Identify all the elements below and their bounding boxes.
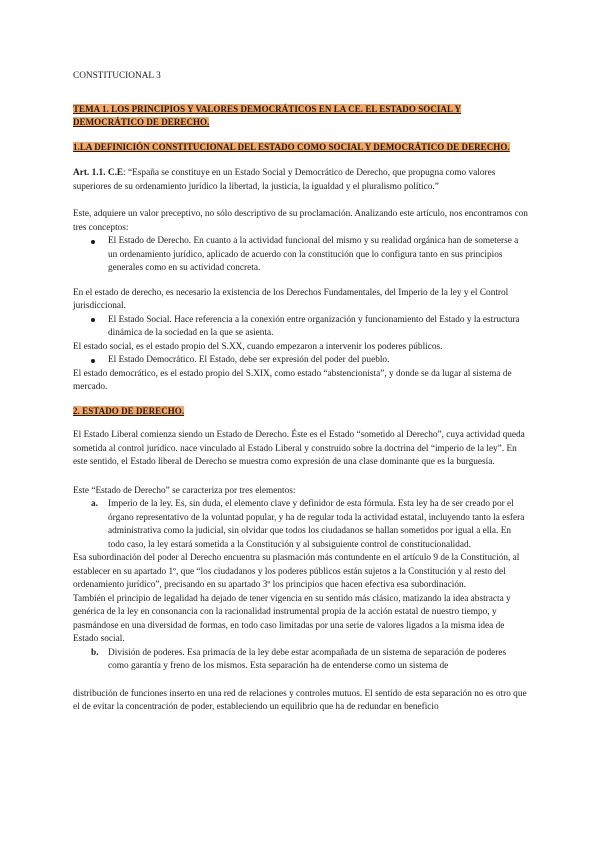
- note-estado-social: El estado social, es el estado propio del S.XX, cuando empezaron a intervenir los poderes públicos.: [73, 341, 443, 352]
- note-estado-derecho: En el estado de derecho, es necesario la existencia de los Derechos Fundamentales, del Imperio de la ley y el Control jurisdiccional.: [73, 287, 509, 311]
- element-b-text: División de poderes. Esa primacía de la ley debe estar acompañada de un sistema de separación de poderes como garantía y freno de los mismos. Esta separación ha de entenderse como un sistema de: [108, 647, 507, 671]
- concept-text: El Estado Social. Hace referencia a la conexión entre organización y funcionamiento del Estado y la estructura dinámica de la sociedad en la que se asienta.: [108, 314, 520, 338]
- element-a: [73, 498, 528, 552]
- article-text: : “España se constituye en un Estado Social y Democrático de Derecho, que propugna como valores superiores de su ordenamiento jurídico la libertad, la justicia, la igualdad y el pluralismo político.”: [73, 168, 496, 192]
- concept-estado-democratico: [73, 354, 528, 368]
- concept-text: El Estado de Derecho. En cuanto a la actividad funcional del mismo y su realidad orgánica han de someterse a un ordenamiento jurídico, aplicado de acuerdo con la constitución que lo configura tanto en sus principios generales como en su actividad concreta.: [108, 236, 519, 273]
- article-quote: [73, 167, 528, 194]
- subordinacion-paragraph: Esa subordinación del poder al Derecho encuentra su plasmación más contundente en el artículo 9 de la Constitución, al establecer en su apartado 1º, que “los ciudadanos y los poderes públicos están sujetos a la Constitución y al resto del ordenamiento jurídico”, precisando en su apartado 3º los principios que hacen efectiva esa subordinación.: [73, 553, 520, 590]
- running-header: CONSTITUCIONAL 3: [73, 71, 161, 81]
- section-2-intro: El Estado Liberal comienza siendo un Estado de Derecho. Éste es el Estado “sometido al Derecho”, cuya actividad queda sometida al control jurídico. nace vinculado al Estado Liberal y construido sobre la doctrina del “imperio de la ley”. En este sentido, el Estado liberal de Derecho se muestra como expresión de una clase dominante que es la burguesía.: [73, 430, 525, 467]
- tema-title-text: TEMA 1. LOS PRINCIPIOS Y VALORES DEMOCRÁTICOS EN LA CE. EL ESTADO SOCIAL Y DEMOCRÁTICO DE DERECHO.: [73, 103, 462, 127]
- section-2-heading: [73, 405, 528, 419]
- legalidad-paragraph: También el principio de legalidad ha dejado de tener vigencia en su sentido más clásico, matizando la idea abstracta y genérica de la ley en consonancia con la racionalidad instrumental propia de la acción estatal de nuestro tiempo, y pasmándose en una diversidad de formas, en todo caso limitadas por una serie de valores ligados a la misma idea de Estado social.: [73, 593, 511, 644]
- concept-estado-derecho: [73, 235, 528, 276]
- element-b: [73, 647, 528, 674]
- concept-estado-social: [73, 314, 528, 341]
- section-1-heading-text: 1.LA DEFINICIÓN CONSTITUCIONAL DEL ESTADO COMO SOCIAL Y DEMOCRÁTICO DE DERECHO.: [73, 141, 510, 152]
- section-1-heading: [73, 141, 528, 155]
- section-1-intro: Este, adquiere un valor preceptivo, no sólo descriptivo de su proclamación. Analizando este artículo, nos encontramos con tres conceptos:: [73, 209, 528, 233]
- bullet-icon: [91, 359, 95, 363]
- element-b-marker: b.: [91, 647, 99, 658]
- note-estado-democratico: El estado democrático, es el estado propio del S.XIX, como estado “abstencionista”, y donde se da lugar al sistema de mercado.: [73, 368, 512, 392]
- element-b-continuation: distribución de funciones inserto en una red de relaciones y controles mutuos. El sentido de esta separación no es otro que el de evitar la concentración de poder, estableciendo un equilibrio que ha de redundar en beneficio: [73, 688, 527, 712]
- bullet-icon: [91, 240, 95, 244]
- elements-intro: Este “Estado de Derecho” se caracteriza por tres elementos:: [73, 485, 296, 496]
- section-2-heading-text: 2. ESTADO DE DERECHO.: [73, 405, 185, 416]
- tema-title: [73, 103, 528, 130]
- article-label: Art. 1.1. C.E: [73, 168, 124, 178]
- element-a-text: Imperio de la ley. Es, sin duda, el elemento clave y definidor de esta fórmula. Esta ley ha de ser creado por el órgano representativo de la voluntad popular, y ha de regular toda la actividad estatal, incluyendo tanto la esfera administrativa como la judicial, sin olvidar que todos los ciudadanos se hallan sometidos por igual a ella. En todo caso, la ley estará sometida a la Constitución y al subsiguiente control de constitucionalidad.: [108, 499, 525, 550]
- bullet-icon: [91, 318, 95, 322]
- concept-text: El Estado Democrático. El Estado, debe ser expresión del poder del pueblo.: [108, 355, 390, 365]
- element-a-marker: a.: [91, 499, 98, 509]
